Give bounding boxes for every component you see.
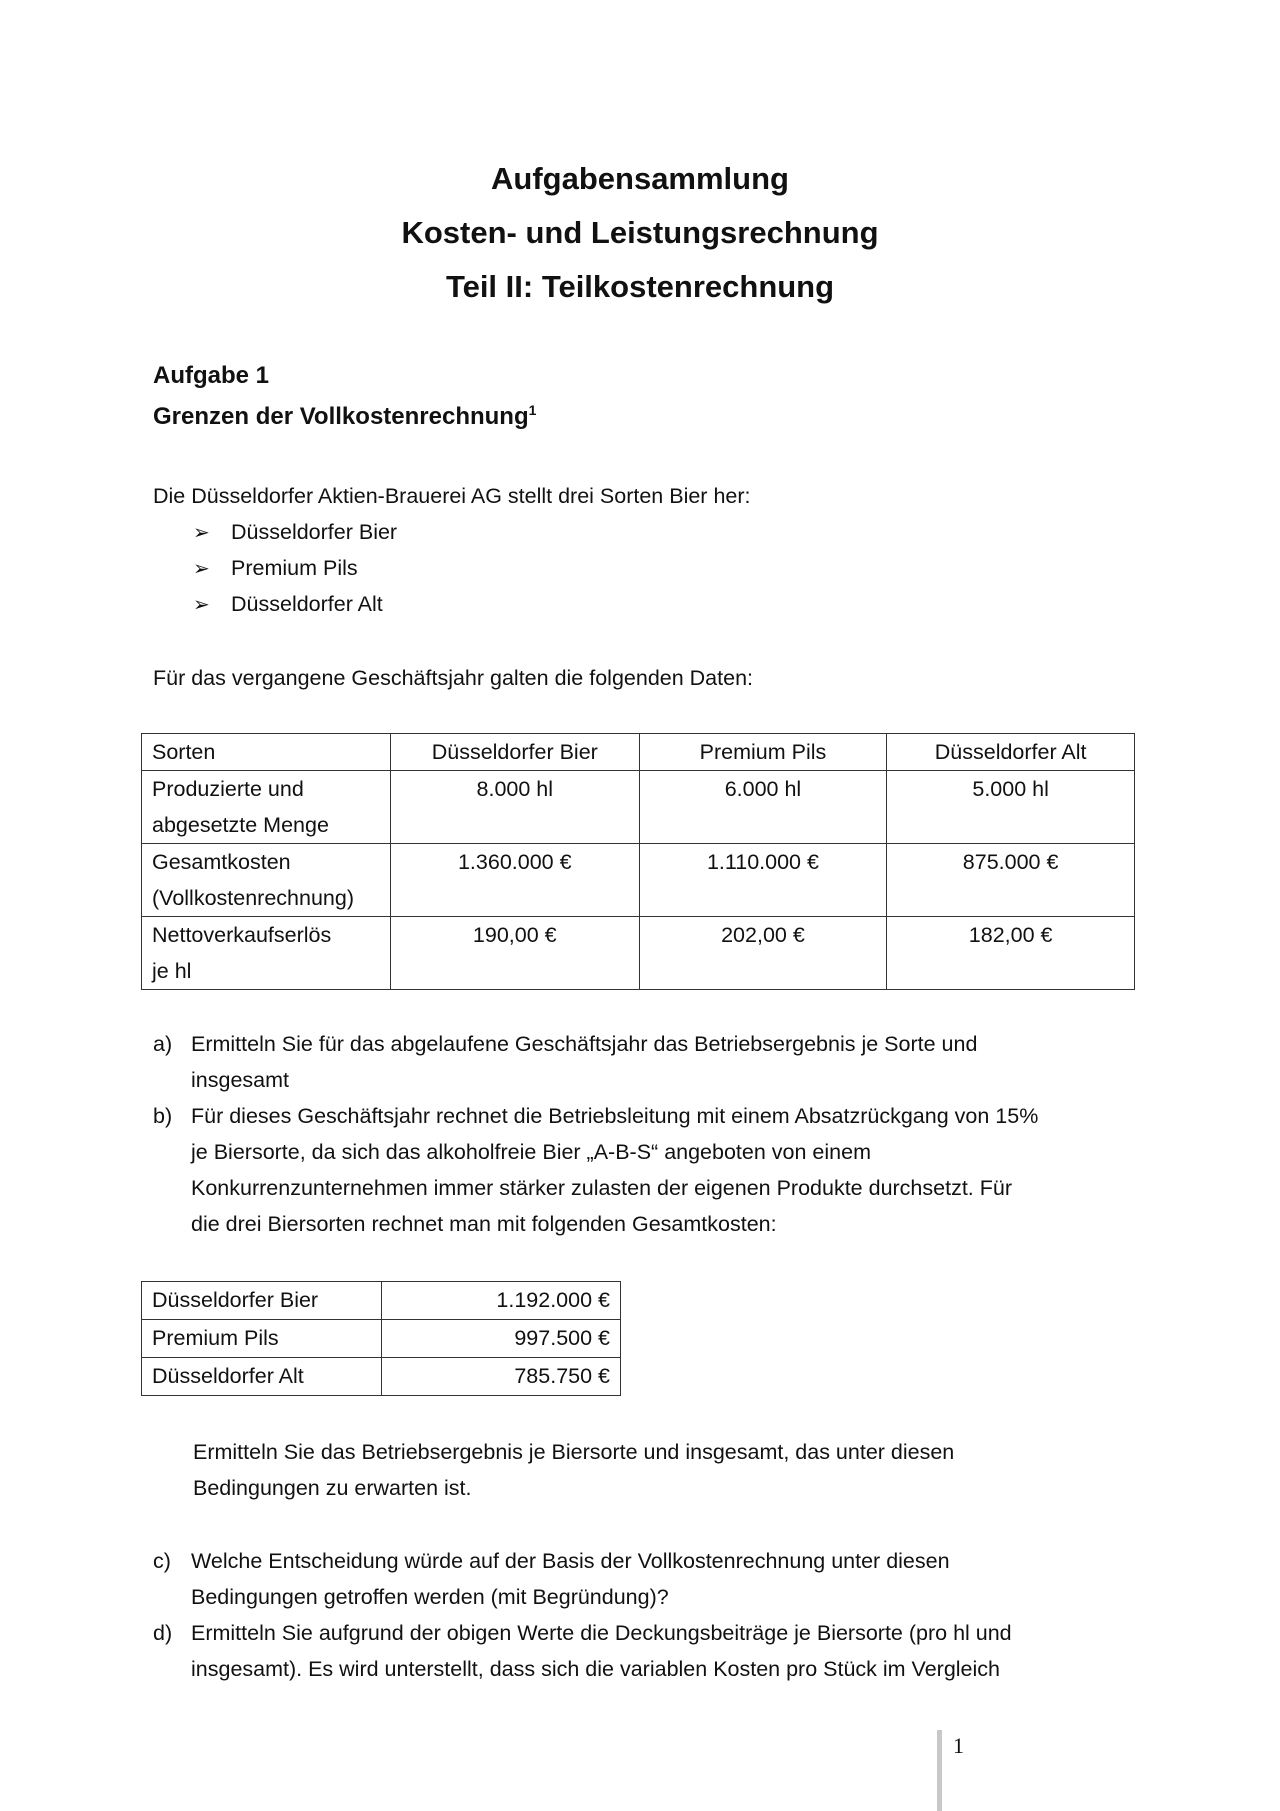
document-title-line-3: Teil II: Teilkostenrechnung	[445, 269, 835, 304]
question-b-followup	[193, 1434, 1153, 1506]
question-line: Ermitteln Sie aufgrund der obigen Werte die Deckungsbeiträge je Biersorte (pro hl und	[191, 1621, 1012, 1645]
footnote-mark: 1	[528, 402, 537, 418]
footer-divider	[937, 1730, 942, 1811]
row-label-line: Nettoverkaufserlös	[152, 923, 332, 947]
document-title-line-2: Kosten- und Leistungsrechnung	[401, 215, 879, 250]
product-data-table	[141, 733, 1135, 990]
table-header-cell: Sorten	[142, 734, 391, 771]
question-b	[153, 1098, 1153, 1242]
total-costs-table	[141, 1281, 621, 1396]
question-label: d)	[153, 1621, 173, 1645]
bullet-label: Düsseldorfer Alt	[231, 592, 383, 616]
table-cell: 6.000 hl	[639, 771, 887, 844]
row-label-cell: Premium Pils	[142, 1320, 382, 1358]
question-line: insgesamt). Es wird unterstellt, dass sich die variablen Kosten pro Stück im Vergleich	[191, 1657, 1001, 1681]
row-label-line: Produzierte und	[152, 777, 304, 801]
table-header-cell: Düsseldorfer Alt	[887, 734, 1135, 771]
task-subtitle-text: Grenzen der Vollkostenrechnung	[153, 403, 529, 430]
bullet-label: Premium Pils	[231, 556, 358, 580]
table-header-cell: Düsseldorfer Bier	[390, 734, 639, 771]
row-label-cell: Düsseldorfer Bier	[142, 1282, 382, 1320]
question-label: b)	[153, 1104, 173, 1128]
table-row	[142, 917, 1135, 990]
question-line: Ermitteln Sie für das abgelaufene Geschäftsjahr das Betriebsergebnis je Sorte und	[191, 1032, 978, 1056]
row-label-cell	[142, 844, 391, 917]
question-text	[191, 1543, 950, 1615]
row-label-cell	[142, 771, 391, 844]
question-line: Welche Entscheidung würde auf der Basis der Vollkostenrechnung unter diesen	[191, 1549, 950, 1573]
table-cell: 785.750 €	[381, 1358, 620, 1396]
table-cell: 875.000 €	[887, 844, 1135, 917]
bullet-label: Düsseldorfer Bier	[231, 520, 398, 544]
question-label: a)	[153, 1032, 173, 1056]
question-text	[191, 1098, 1038, 1242]
table-cell: 8.000 hl	[390, 771, 639, 844]
table-row	[142, 1358, 621, 1396]
intro-text: Die Düsseldorfer Aktien-Brauerei AG stellt drei Sorten Bier her:	[153, 484, 751, 508]
question-line: Bedingungen getroffen werden (mit Begründung)?	[191, 1585, 669, 1609]
arrow-bullet-icon: ➢	[193, 558, 210, 580]
bullet-item	[193, 550, 358, 587]
row-label-cell: Düsseldorfer Alt	[142, 1358, 382, 1396]
row-label-line: Gesamtkosten	[152, 850, 291, 874]
arrow-bullet-icon: ➢	[193, 522, 210, 544]
question-line: je Biersorte, da sich das alkoholfreie Bier „A-B-S“ angeboten von einem	[191, 1140, 871, 1164]
table-cell: 1.360.000 €	[390, 844, 639, 917]
bullet-item	[193, 586, 383, 623]
question-text	[191, 1615, 1012, 1687]
row-label-line: je hl	[152, 959, 192, 983]
page-number: 1	[953, 1733, 964, 1758]
task-number: Aufgabe 1	[153, 362, 270, 389]
table-cell: 182,00 €	[887, 917, 1135, 990]
table-cell: 202,00 €	[639, 917, 887, 990]
table-row	[142, 1282, 621, 1320]
task-subtitle	[153, 402, 536, 431]
followup-line: Ermitteln Sie das Betriebsergebnis je Biersorte und insgesamt, das unter diesen	[193, 1440, 955, 1464]
table-row	[142, 1320, 621, 1358]
question-d	[153, 1615, 1153, 1687]
data-intro-text: Für das vergangene Geschäftsjahr galten die folgenden Daten:	[153, 666, 754, 690]
question-line: insgesamt	[191, 1068, 289, 1092]
bullet-item	[193, 514, 397, 551]
document-title-line-1: Aufgabensammlung	[491, 161, 789, 196]
table-header-row	[142, 734, 1135, 771]
question-c	[153, 1543, 1153, 1615]
table-cell: 1.192.000 €	[381, 1282, 620, 1320]
table-cell: 5.000 hl	[887, 771, 1135, 844]
row-label-line: abgesetzte Menge	[152, 813, 329, 837]
table-header-cell: Premium Pils	[639, 734, 887, 771]
table-cell: 190,00 €	[390, 917, 639, 990]
question-line: Für dieses Geschäftsjahr rechnet die Betriebsleitung mit einem Absatzrückgang von 15%	[191, 1104, 1039, 1128]
arrow-bullet-icon: ➢	[193, 594, 210, 616]
table-cell: 997.500 €	[381, 1320, 620, 1358]
question-label: c)	[153, 1549, 171, 1573]
table-row	[142, 844, 1135, 917]
question-line: die drei Biersorten rechnet man mit folgenden Gesamtkosten:	[191, 1212, 777, 1236]
row-label-cell	[142, 917, 391, 990]
table-row	[142, 771, 1135, 844]
table-cell: 1.110.000 €	[639, 844, 887, 917]
question-text	[191, 1026, 977, 1098]
followup-line: Bedingungen zu erwarten ist.	[193, 1476, 472, 1500]
question-line: Konkurrenzunternehmen immer stärker zulasten der eigenen Produkte durchsetzt. Für	[191, 1176, 1012, 1200]
question-a	[153, 1026, 1153, 1098]
row-label-line: (Vollkostenrechnung)	[152, 886, 354, 910]
